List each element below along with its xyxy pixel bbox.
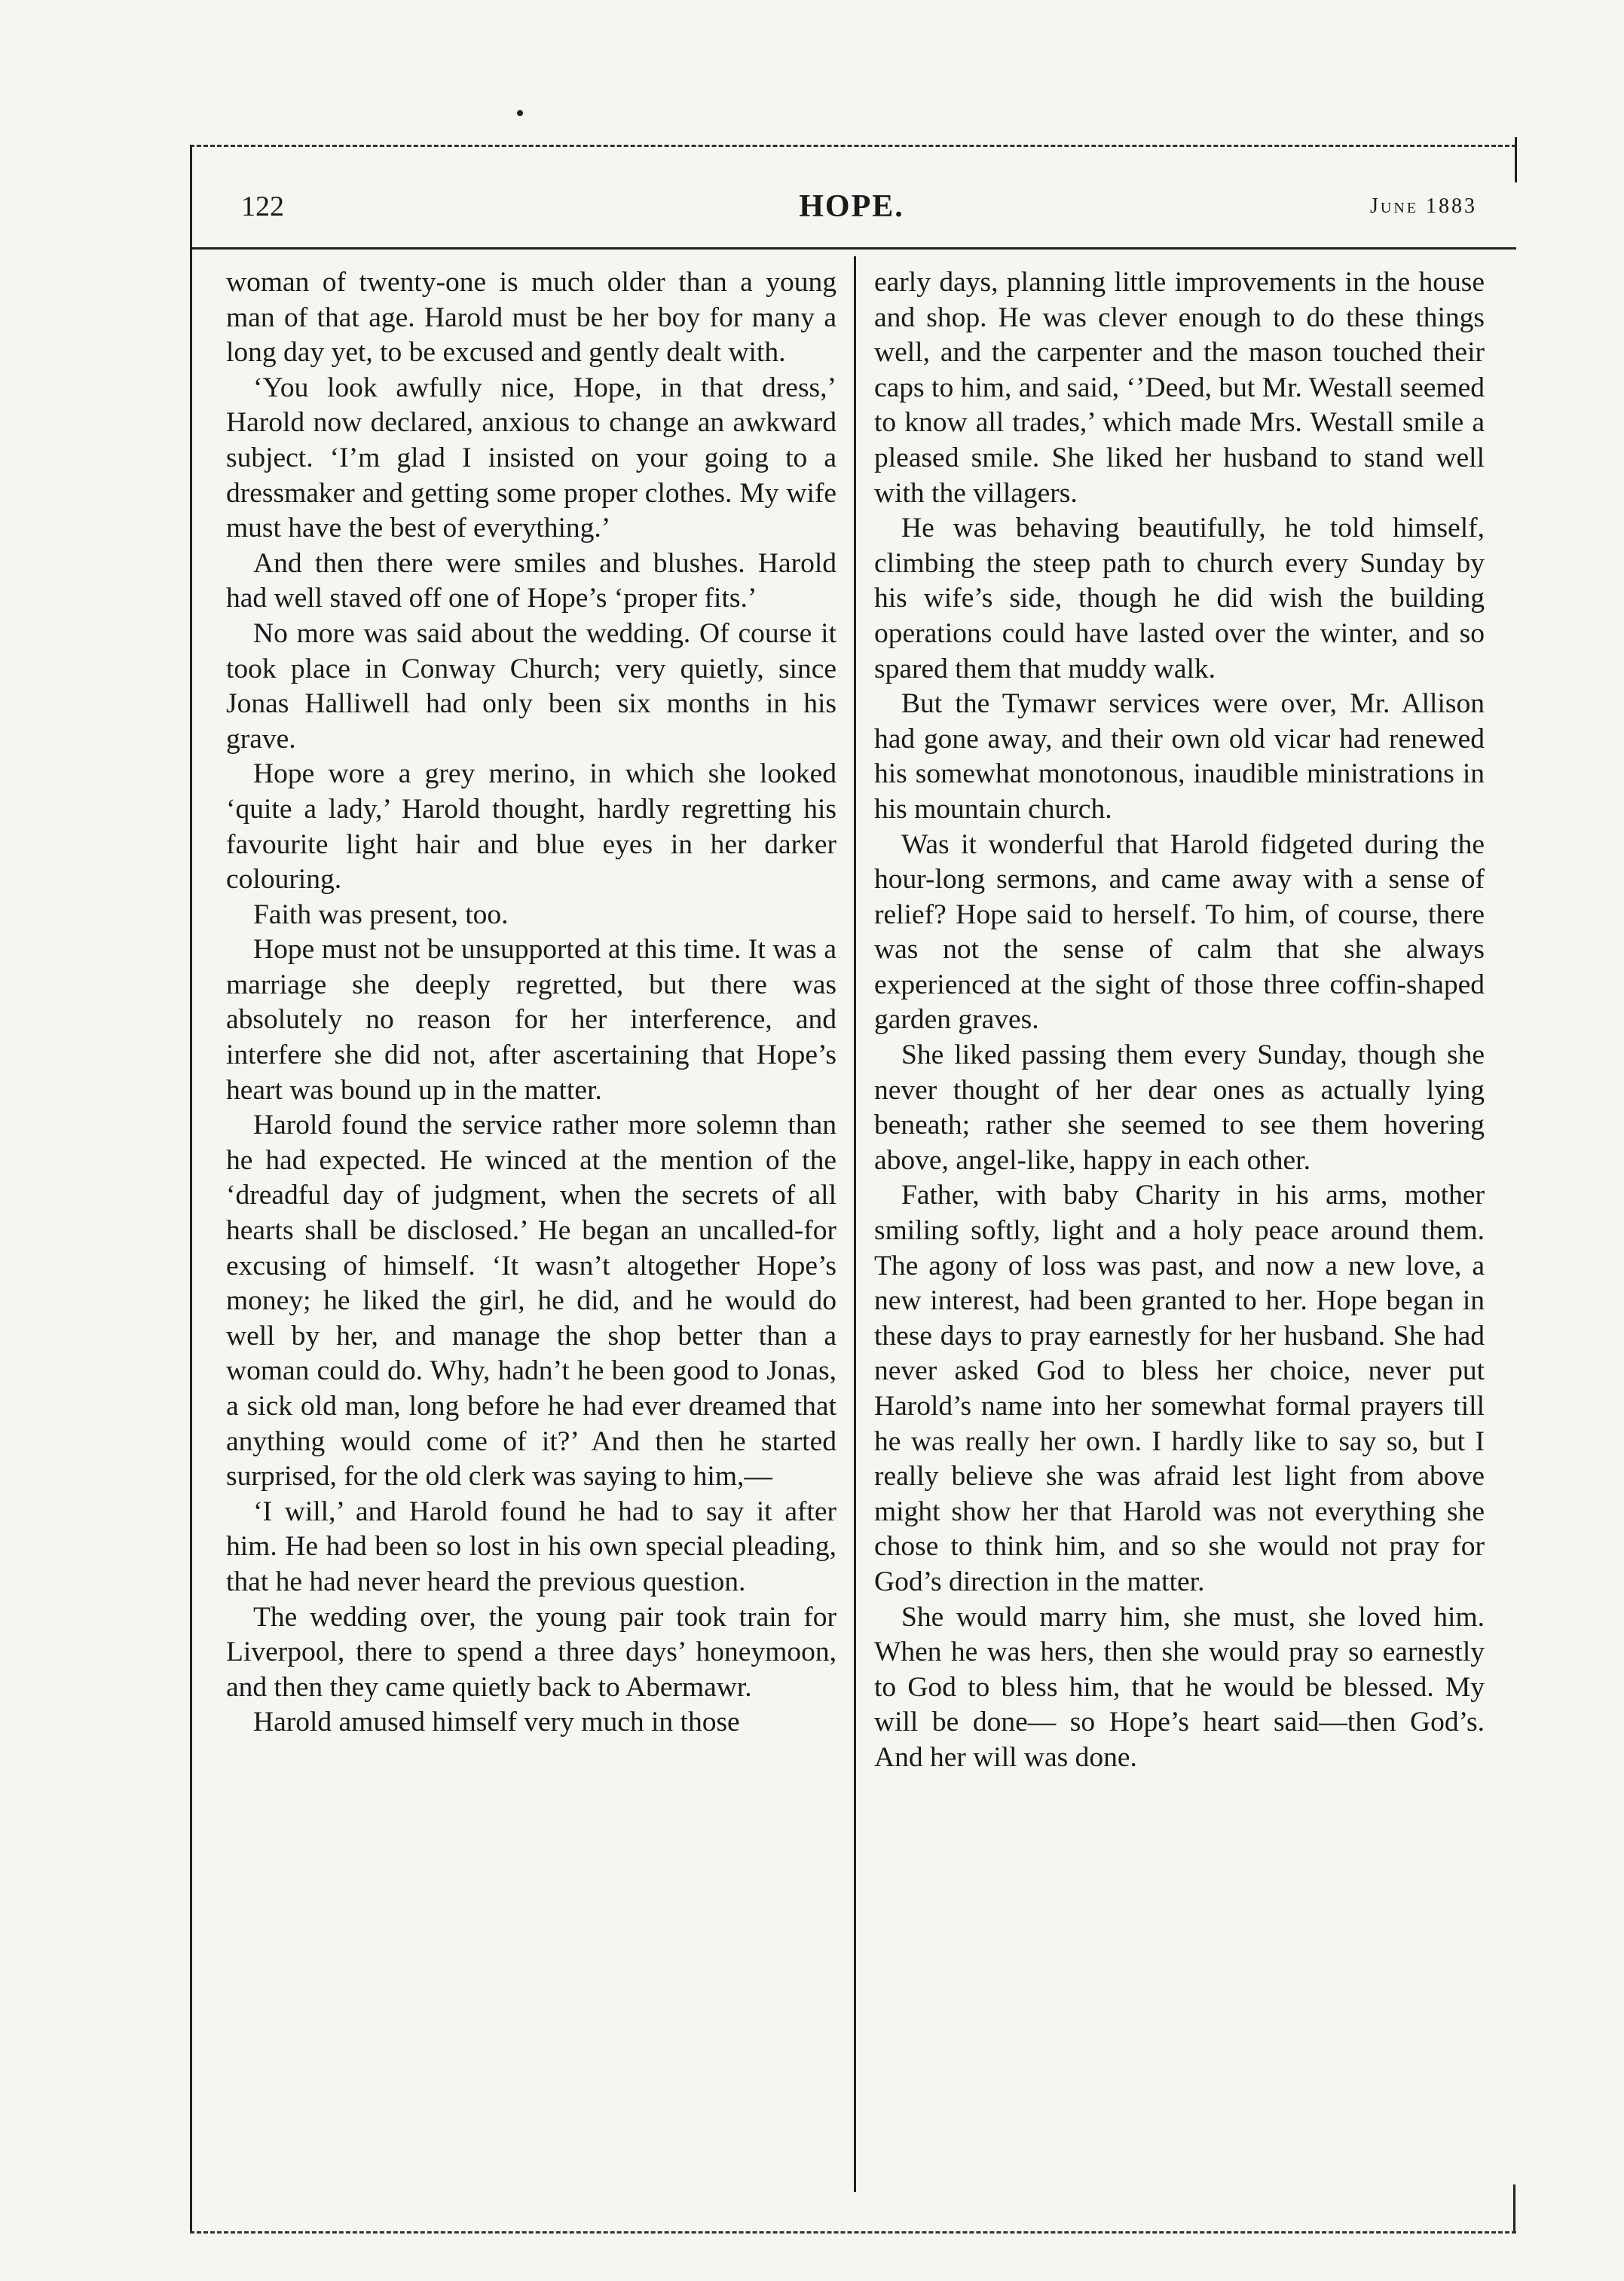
paragraph: Harold found the service rather more solemn than he had expected. He winced at the mention of the ‘dreadful day of judgment, when the secrets of all hearts shall be disclosed.’ He began an uncalled-for excusing of himself. ‘It wasn’t altogether Hope’s money; he liked the girl, he did, and he would do well by her, and manage the shop better than a woman could do. Why, hadn’t he been good to Jonas, a sick old man, long before he had ever dreamed that anything would come of it?’ And then he started surprised, for the old clerk was saying to him,— bbox=[226, 1110, 836, 1493]
page-header bbox=[196, 188, 1507, 241]
issue-date: June 1883 bbox=[1370, 194, 1477, 218]
paragraph: No more was said about the wedding. Of course it took place in Conway Church; very quietly, since Jonas Halliwell had only been six months in his grave. bbox=[226, 617, 836, 755]
running-title: HOPE. bbox=[799, 189, 904, 224]
paragraph: early days, planning little improvements in the house and shop. He was clever enough to do these things well, and the carpenter and the mason touched their caps to him, and said, ‘’Deed, but Mr. Westall seemed to know all trades,’ which made Mrs. Westall smile a pleased smile. She liked her husband to stand well with the villagers. bbox=[874, 267, 1485, 509]
paragraph: He was behaving beautifully, he told himself, climbing the steep path to church every Sunday by his wife’s side, though he did wish the building operations could have lasted over the winter, and so spared them that muddy walk. bbox=[874, 513, 1485, 684]
frame-top-rule bbox=[190, 145, 1516, 147]
ink-speck bbox=[517, 110, 523, 116]
left-column bbox=[226, 265, 836, 1741]
paragraph: She would marry him, she must, she loved him. When he was hers, then she would pray so earnestly to God to bless him, that he would be blessed. My will be done— so Hope’s heart said—then God’s. And her will was done. bbox=[874, 1601, 1485, 1773]
paragraph: And then there were smiles and blushes. Harold had well staved off one of Hope’s ‘proper fits.’ bbox=[226, 547, 836, 614]
paragraph: Was it wonderful that Harold fidgeted during the hour-long sermons, and came away with a sense of relief? Hope said to herself. To him, of course, there was not the sense of calm that she always experienced at the sight of those three coffin-shaped garden graves. bbox=[874, 828, 1485, 1036]
column-divider bbox=[854, 256, 856, 2192]
paragraph: Hope wore a grey merino, in which she looked ‘quite a lady,’ Harold thought, hardly regretting his favourite light hair and blue eyes in her darker colouring. bbox=[226, 758, 836, 896]
paragraph: Father, with baby Charity in his arms, mother smiling softly, light and a holy peace around them. The agony of loss was past, and now a new love, a new interest, had been granted to her. Hope began in these days to pray earnestly for her husband. She had never asked God to bless her choice, never put Harold’s name into her somewhat formal prayers till he was really her own. I hardly like to say so, but I really believe she was afraid lest light from above might show her that Harold was not everything she chose to think him, and so she would not pray for God’s direction in the matter. bbox=[874, 1180, 1485, 1597]
paragraph: The wedding over, the young pair took train for Liverpool, there to spend a three days’ honeymoon, and then they came quietly back to Abermawr. bbox=[226, 1601, 836, 1703]
paragraph: ‘I will,’ and Harold found he had to say it after him. He had been so lost in his own special pleading, that he had never heard the previous question. bbox=[226, 1496, 836, 1597]
frame-left-rule bbox=[190, 145, 192, 2233]
right-column bbox=[874, 265, 1485, 1776]
paragraph: Faith was present, too. bbox=[253, 899, 509, 930]
paragraph: But the Tymawr services were over, Mr. Allison had gone away, and their own old vicar had renewed his somewhat monotonous, inaudible ministrations in his mountain church. bbox=[874, 688, 1485, 825]
page-number: 122 bbox=[241, 191, 284, 222]
frame-bottom-rule bbox=[190, 2231, 1516, 2234]
paragraph: Hope must not be unsupported at this time. It was a marriage she deeply regretted, but there was absolutely no reason for her interference, and interfere she did not, after ascertaining that Hope’s heart was bound up in the matter. bbox=[226, 934, 836, 1106]
paragraph: ‘You look awfully nice, Hope, in that dress,’ Harold now declared, anxious to change an awkward subject. ‘I’m glad I insisted on your going to a dressmaker and getting some proper clothes. My wife must have the best of everything.’ bbox=[226, 372, 836, 544]
frame-right-bottom-rule bbox=[1513, 2185, 1515, 2231]
paragraph: woman of twenty-one is much older than a young man of that age. Harold must be her boy for many a long day yet, to be excused and gently dealt with. bbox=[226, 267, 836, 369]
header-rule bbox=[190, 247, 1516, 250]
frame-right-rule bbox=[1515, 137, 1517, 182]
paragraph: Harold amused himself very much in those bbox=[253, 1707, 740, 1738]
paragraph: She liked passing them every Sunday, though she never thought of her dear ones as actually lying beneath; rather she seemed to see them hovering above, angel-like, happy in each other. bbox=[874, 1039, 1485, 1176]
